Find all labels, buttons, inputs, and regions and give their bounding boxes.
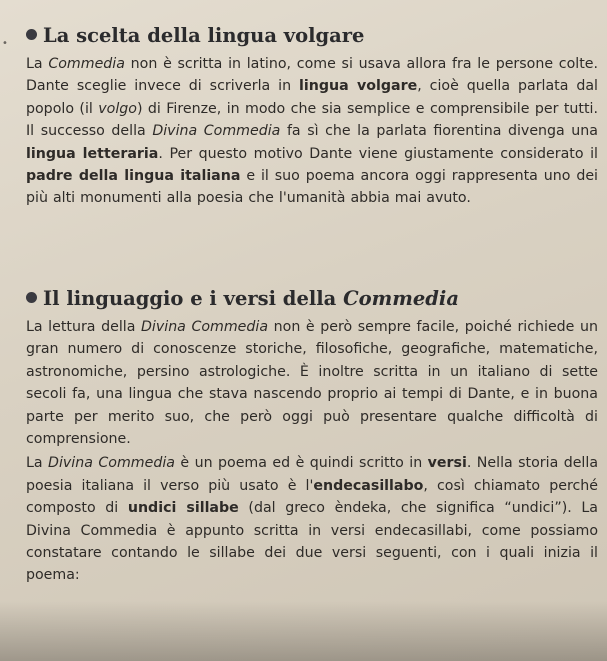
section-title: La scelta della lingua volgare: [43, 24, 365, 47]
text-run: . Nella storia della poesia italiana il verso più usato è l': [26, 455, 599, 494]
text-run: e il suo poema ancora oggi rappresenta uno dei più alti monumenti alla poesia che l'umanità abbia mai avuto.: [26, 168, 598, 207]
text-run: La: [26, 455, 49, 472]
text-run: , cioè quella parlata dal popolo (il: [26, 78, 598, 117]
text-run-italic: Commedia: [48, 56, 125, 72]
text-run: fa sì che la parlata fiorentina divenga una: [280, 123, 598, 140]
bullet-icon: [26, 29, 37, 40]
text-run-italic: Divina Commedia: [48, 455, 175, 472]
section-heading-lingua-volgare: [26, 24, 598, 47]
text-run-italic: volgo: [98, 100, 137, 117]
text-run-italic: Divina Commedia: [152, 123, 281, 140]
text-run-bold: lingua volgare: [299, 78, 418, 95]
text-run-bold: undici sillabe: [127, 500, 239, 517]
bullet-icon: [26, 292, 37, 303]
text-run-italic: Divina Commedia: [140, 319, 269, 335]
text-run: Divina Commedia: [26, 522, 158, 539]
text-run: , così chiamato perché composto di: [26, 477, 598, 517]
section-lingua-volgare: [26, 24, 598, 210]
text-run: non è però sempre facile, poiché richiede un gran numero di conoscenze storiche, filosofiche, geografiche, matematiche, astronomiche, persino astrologiche. È inoltre scritta in un italiano di sette secoli fa, una lingua che stava nascendo proprio ai tempi di Dante, e in buona parte per merito suo, che però oggi può presentare qualche difficoltà di comprensione.: [26, 319, 598, 448]
paragraph-lingua-volgare: [26, 53, 598, 210]
paragraph-versi: [26, 452, 598, 586]
section-heading-linguaggio-versi: [26, 287, 598, 310]
paragraph-lettura: [26, 316, 598, 450]
text-run-bold: endecasillabo: [313, 477, 424, 494]
text-run: (dal greco èndeka, che significa “undici”). La: [238, 500, 598, 517]
text-run: ) di Firenze, in modo che sia semplice e comprensibile per tutti. Il successo della: [26, 100, 598, 140]
text-run: non è scritta in latino, come si usava allora fra le persone colte. Dante sceglie invece di scriverla in: [26, 56, 599, 95]
text-run: è un poema ed è quindi scritto in: [174, 455, 428, 472]
text-run: La: [26, 56, 49, 72]
text-run-bold: padre della lingua italiana: [26, 168, 241, 185]
section-linguaggio-versi: [26, 287, 598, 587]
text-run-bold: lingua letteraria: [26, 145, 159, 162]
text-run: . Per questo motivo Dante viene giustamente considerato il: [158, 145, 598, 162]
section-title: Il linguaggio e i versi della: [43, 287, 344, 310]
page-margin-mark: •: [2, 38, 8, 49]
text-run: La lettura della: [26, 319, 141, 335]
section-title-italic: Commedia: [343, 287, 459, 310]
text-run-bold: versi: [427, 455, 467, 472]
text-run: è appunto scritta in versi endecasillabi, come possiamo constatare contando le sillabe dei due versi seguenti, con i quali inizia il poema:: [26, 522, 599, 584]
